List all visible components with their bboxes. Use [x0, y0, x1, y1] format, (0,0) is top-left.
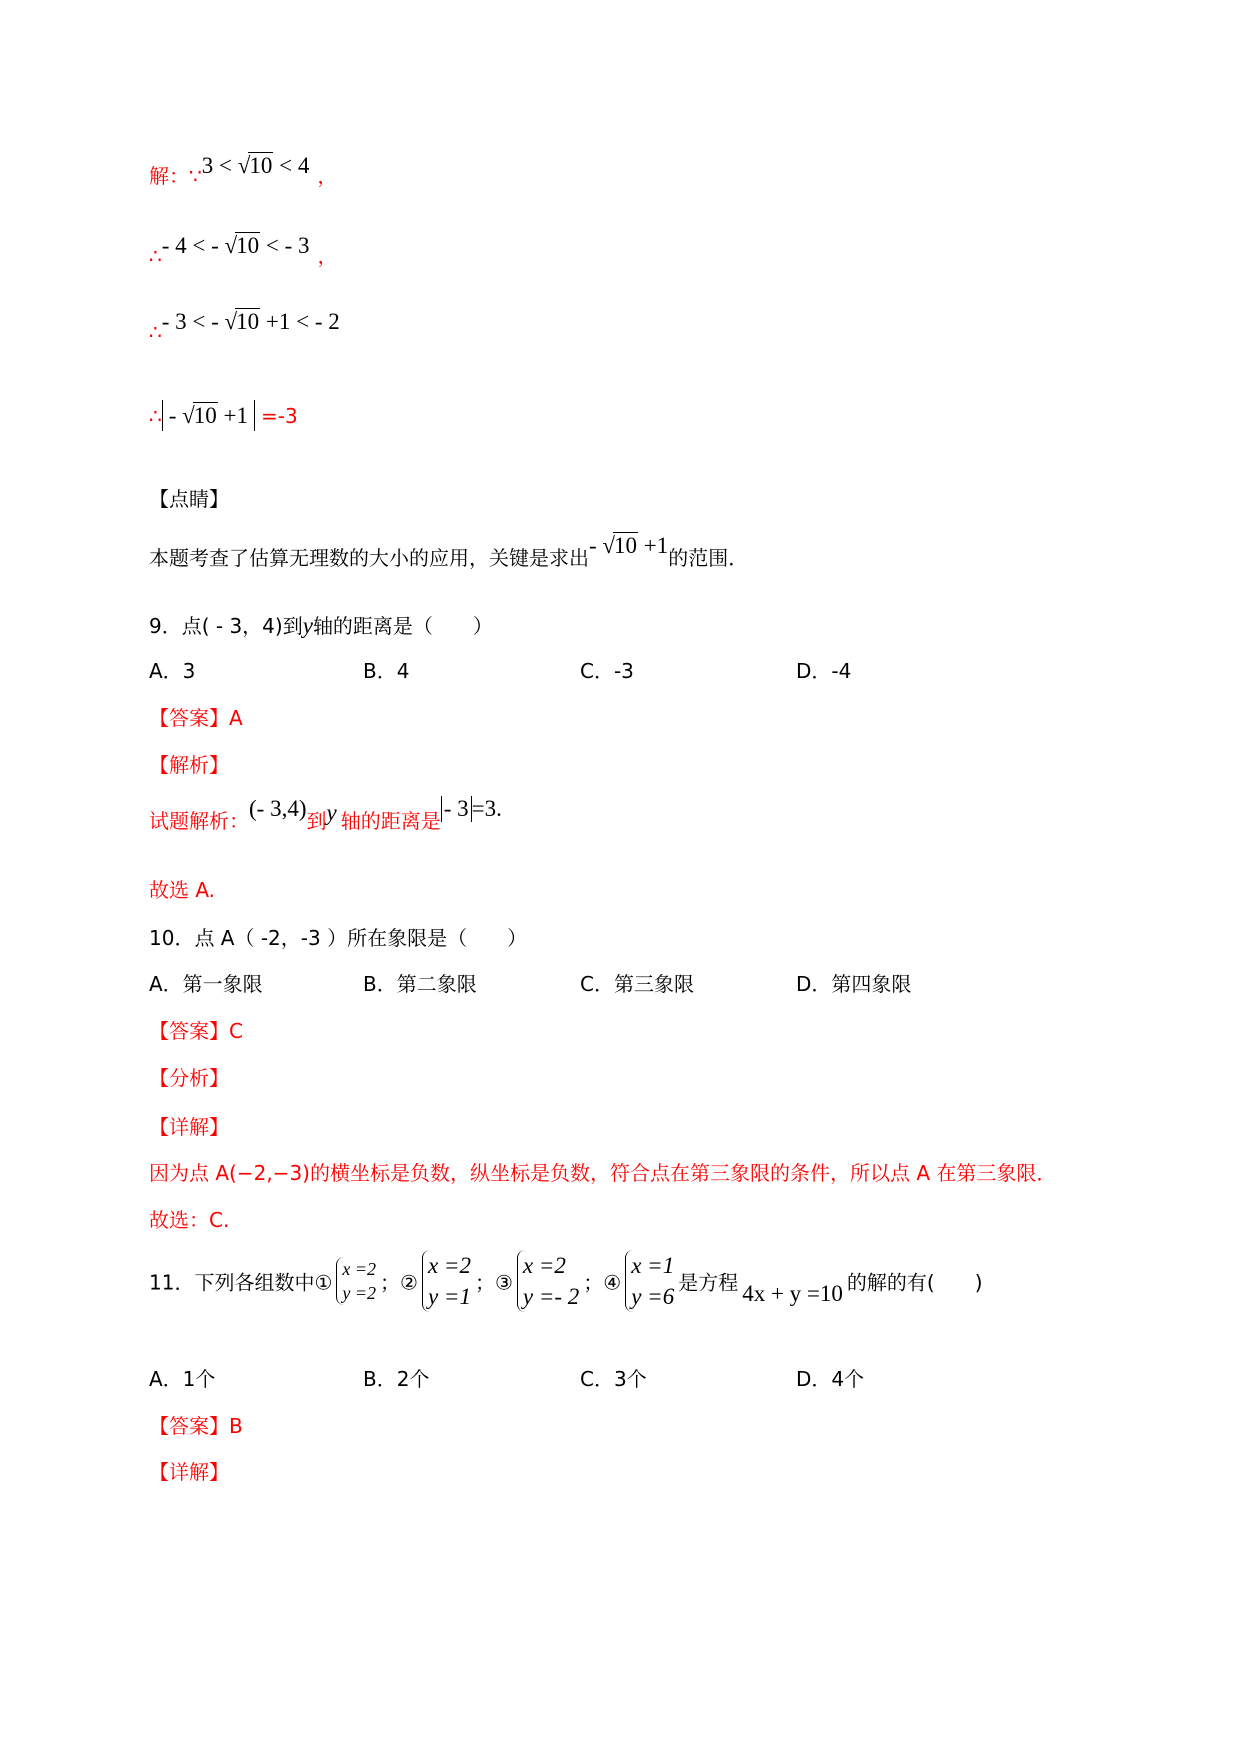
q10-option-b: B．第二象限 [363, 972, 477, 996]
q10-fenxi: 【分析】 [149, 1066, 229, 1090]
q9-answer: 【答案】A [149, 706, 243, 730]
dianjing-text: 本题考查了估算无理数的大小的应用，关键是求出- √10 +1的范围． [149, 533, 749, 570]
dianjing-heading: 【点睛】 [149, 487, 229, 511]
q9-option-a: A．3 [149, 659, 196, 683]
q11-stem: 11．下列各组数中①x =2 y =2 ；②x =2 y =1；③x =2 y =- 2；④x =1 y =6是方程 4x + y =10 的解的有( ) [149, 1250, 983, 1312]
q9-analysis: 试题解析：(- 3,4)到y 轴的距离是 - 3 =3. [149, 796, 502, 833]
q11-option-d: D．4个 [796, 1367, 865, 1391]
q10-stem: 10．点 A（ -2，-3 ）所在象限是（ ） [149, 926, 528, 950]
q9-option-c: C．-3 [580, 659, 634, 683]
solution-line-2: ∴- 4 < - √10 < - 3 ， [149, 233, 338, 268]
q10-conclusion: 故选：C. [149, 1208, 230, 1232]
q11-xiangjie: 【详解】 [149, 1460, 229, 1484]
q10-answer: 【答案】C [149, 1019, 243, 1043]
q11-answer: 【答案】B [149, 1414, 243, 1438]
q9-stem: 9．点( - 3，4)到y轴的距离是（ ） [149, 613, 493, 638]
q10-option-c: C．第三象限 [580, 972, 694, 996]
q11-option-b: B．2个 [363, 1367, 430, 1391]
solution-line-4: ∴ - √10 +1 =-3 [149, 400, 298, 431]
q10-detail: 因为点 A(−2,−3)的横坐标是负数，纵坐标是负数，符合点在第三象限的条件，所以点 A 在第三象限． [149, 1161, 1057, 1185]
q9-option-b: B．4 [363, 659, 410, 683]
solution-line-3: ∴- 3 < - √10 +1 < - 2 [149, 309, 340, 344]
q9-conclusion: 故选 A. [149, 878, 216, 902]
q10-option-d: D．第四象限 [796, 972, 912, 996]
q10-option-a: A．第一象限 [149, 972, 263, 996]
q9-option-d: D．-4 [796, 659, 852, 683]
solution-line-1: 解：∵3 < √10 < 4 ， [149, 153, 338, 188]
q11-option-c: C．3个 [580, 1367, 647, 1391]
q11-option-a: A．1个 [149, 1367, 216, 1391]
q9-analysis-heading: 【解析】 [149, 753, 229, 777]
q10-xiangjie: 【详解】 [149, 1115, 229, 1139]
